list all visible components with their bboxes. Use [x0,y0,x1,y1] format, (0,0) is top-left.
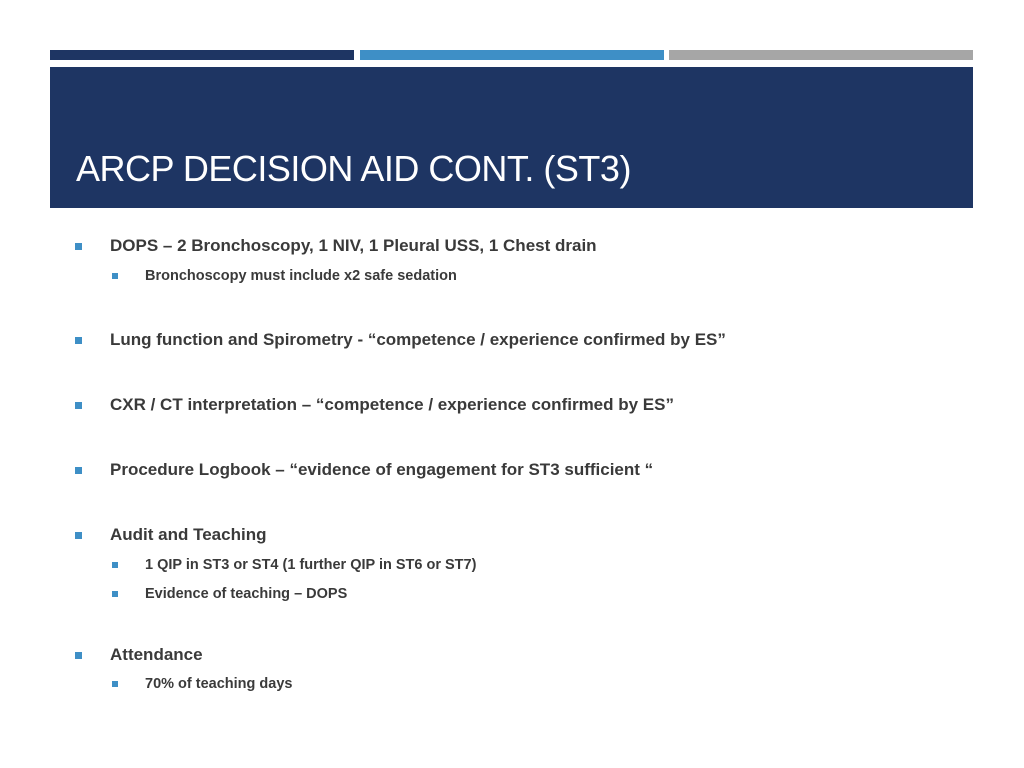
bullet-item [75,525,266,545]
square-bullet-icon [75,337,82,344]
accent-bar-grey [669,50,973,60]
sub-bullet-item [112,268,457,284]
square-bullet-icon [75,467,82,474]
sub-bullet-text: Bronchoscopy must include x2 safe sedation [145,268,457,284]
slide-title: ARCP DECISION AID CONT. (ST3) [76,148,631,189]
square-bullet-icon [112,273,118,279]
sub-bullet-text: 1 QIP in ST3 or ST4 (1 further QIP in ST6 or ST7) [145,557,477,573]
accent-bar-blue [360,50,664,60]
bullet-item [75,236,597,256]
square-bullet-icon [112,591,118,597]
square-bullet-icon [112,562,118,568]
sub-bullet-text: 70% of teaching days [145,676,293,692]
bullet-item [75,460,653,480]
bullet-text: DOPS – 2 Bronchoscopy, 1 NIV, 1 Pleural USS, 1 Chest drain [110,236,597,255]
title-band [50,67,973,208]
bullet-text: Attendance [110,645,203,664]
sub-bullet-item [112,586,347,602]
sub-bullet-text: Evidence of teaching – DOPS [145,586,348,602]
square-bullet-icon [75,652,82,659]
bullet-text: CXR / CT interpretation – “competence / experience confirmed by ES” [110,395,674,414]
bullet-item [75,330,726,350]
sub-bullet-item [112,676,292,692]
square-bullet-icon [112,681,118,687]
bullet-text: Audit and Teaching [110,525,267,544]
square-bullet-icon [75,532,82,539]
sub-bullet-item [112,557,476,573]
square-bullet-icon [75,243,82,250]
accent-bar-dark [50,50,354,60]
bullet-text: Lung function and Spirometry - “competence / experience confirmed by ES” [110,330,726,349]
bullet-item [75,395,674,415]
bullet-text: Procedure Logbook – “evidence of engagement for ST3 sufficient “ [110,460,654,479]
square-bullet-icon [75,402,82,409]
bullet-item [75,645,203,665]
